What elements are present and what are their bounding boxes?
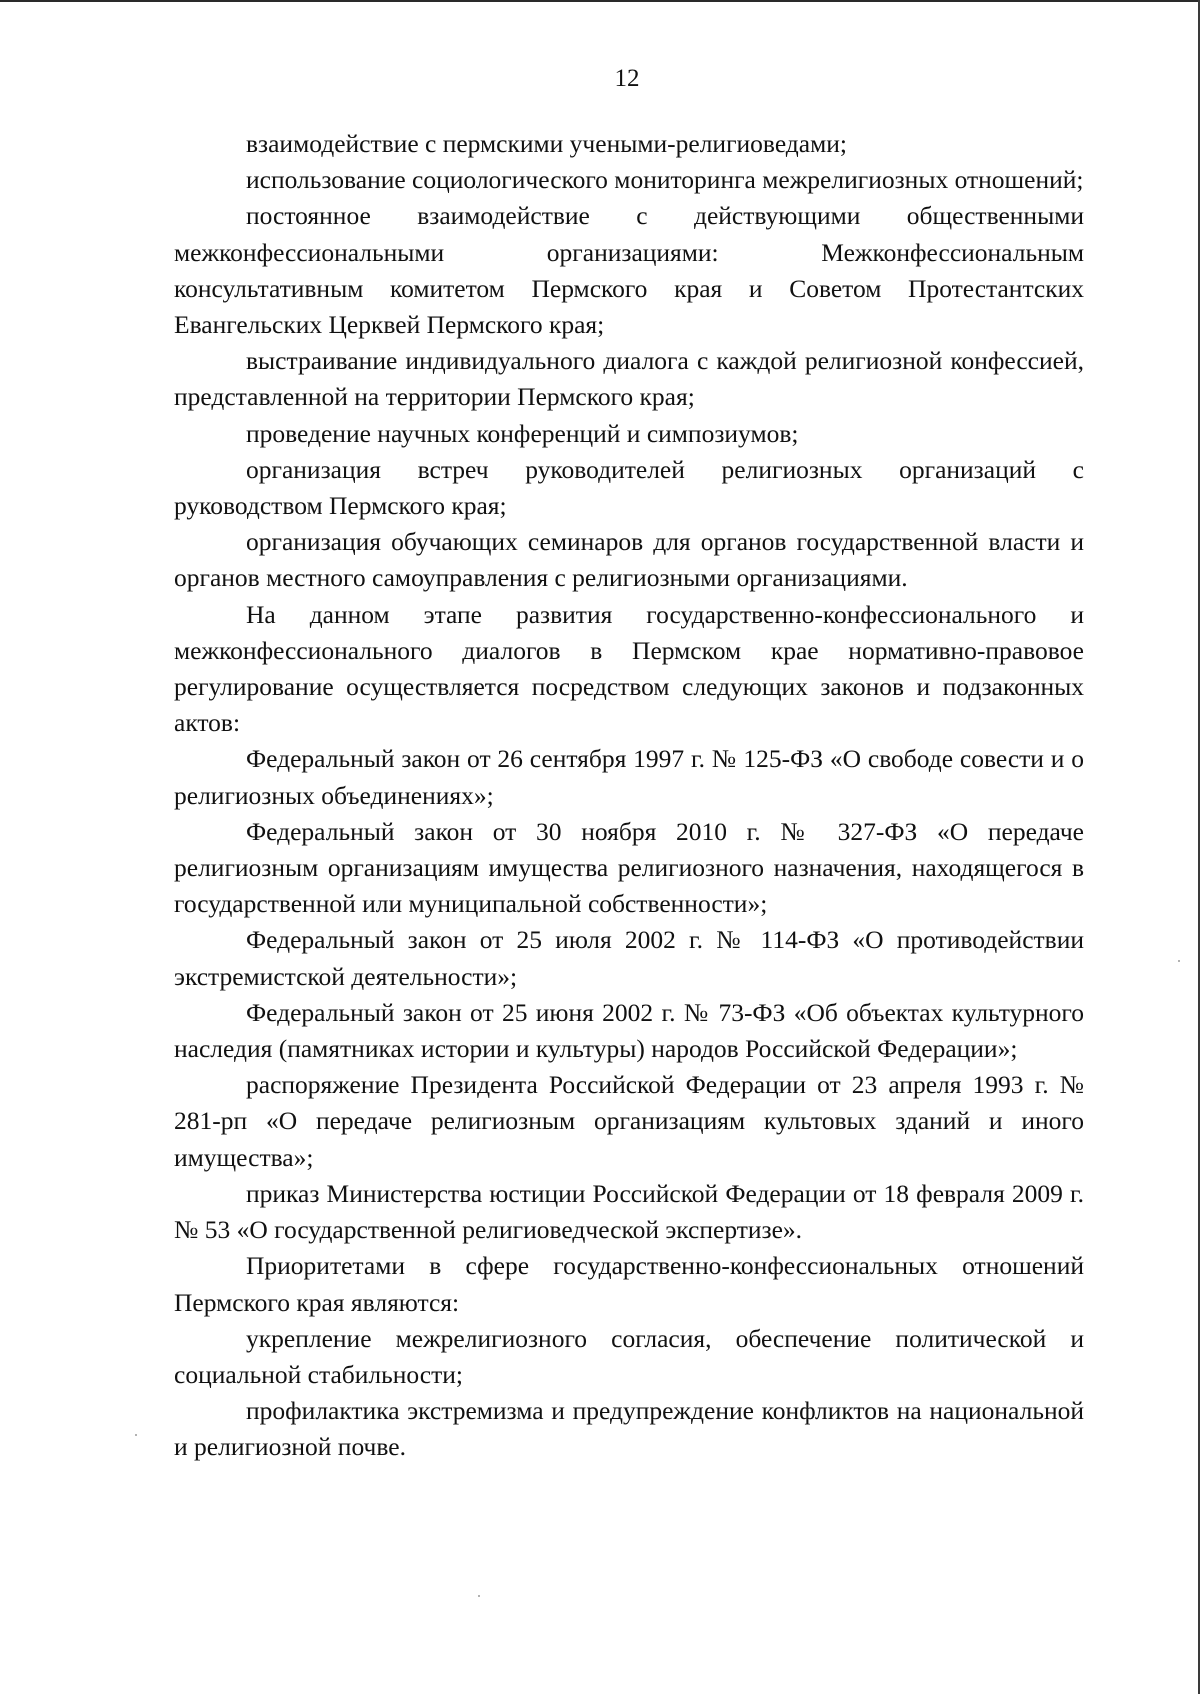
scan-speck (478, 1595, 480, 1597)
scan-edge-top (0, 0, 1200, 2)
page-number: 12 (614, 65, 640, 92)
paragraph-8: На данном этапе развития государственно-конфессионального и межконфессионального диалогов в Пермском крае нормативно-правовое регулирование осуществляется посредством следующих законов и подзаконных актов: (174, 599, 1084, 738)
paragraph-10: Федеральный закон от 30 ноября 2010 г. № 327-ФЗ «О передаче религиозным организациям имущества религиозного назначения, находящегося в государственной или муниципальной собственности»; (174, 816, 1084, 919)
paragraph-13: распоряжение Президента Российской Федерации от 23 апреля 1993 г. № 281-рп «О передаче религиозным организациям культовых зданий и иного имущества»; (174, 1070, 1084, 1172)
paragraph-4: выстраивание индивидуального диалога с каждой религиозной конфессией, представленной на территории Пермского края; (174, 346, 1084, 412)
paragraph-16: укрепление межрелигиозного согласия, обеспечение политической и социальной стабильности; (174, 1323, 1084, 1389)
paragraph-11: Федеральный закон от 25 июля 2002 г. № 114-ФЗ «О противодействии экстремистской деятельности»; (174, 925, 1084, 991)
document-body (174, 126, 1084, 1466)
scan-speck (135, 1434, 137, 1436)
paragraph-2: использование социологического мониторинга межрелигиозных отношений; (246, 165, 1084, 195)
paragraph-7: организация обучающих семинаров для органов государственной власти и органов местного самоуправления с религиозными организациями. (174, 527, 1084, 593)
paragraph-9: Федеральный закон от 26 сентября 1997 г. № 125-ФЗ «О свободе совести и о религиозных объединениях»; (174, 744, 1084, 810)
paragraph-14: приказ Министерства юстиции Российской Федерации от 18 февраля 2009 г. № 53 «О государственной религиоведческой экспертизе». (174, 1178, 1084, 1245)
scan-speck (1178, 960, 1180, 962)
paragraph-17: профилактика экстремизма и предупреждение конфликтов на национальной и религиозной почве. (174, 1396, 1084, 1462)
paragraph-6: организация встреч руководителей религиозных организаций с руководством Пермского края; (174, 454, 1084, 521)
paragraph-1: взаимодействие с пермскими учеными-религиоведами; (246, 129, 847, 158)
paragraph-15: Приоритетами в сфере государственно-конфессиональных отношений Пермского края являются: (174, 1251, 1084, 1317)
paragraph-3: постоянное взаимодействие с действующими общественными межконфессиональными организациями: Межконфессиональным консультативным комитетом Пермского края и Советом Протестантских Евангельских Церквей Пермского края; (174, 201, 1084, 340)
paragraph-12: Федеральный закон от 25 июня 2002 г. № 73-ФЗ «Об объектах культурного наследия (памятниках истории и культуры) народов Российской Федерации»; (174, 997, 1084, 1064)
paragraph-5: проведение научных конференций и симпозиумов; (246, 418, 799, 448)
